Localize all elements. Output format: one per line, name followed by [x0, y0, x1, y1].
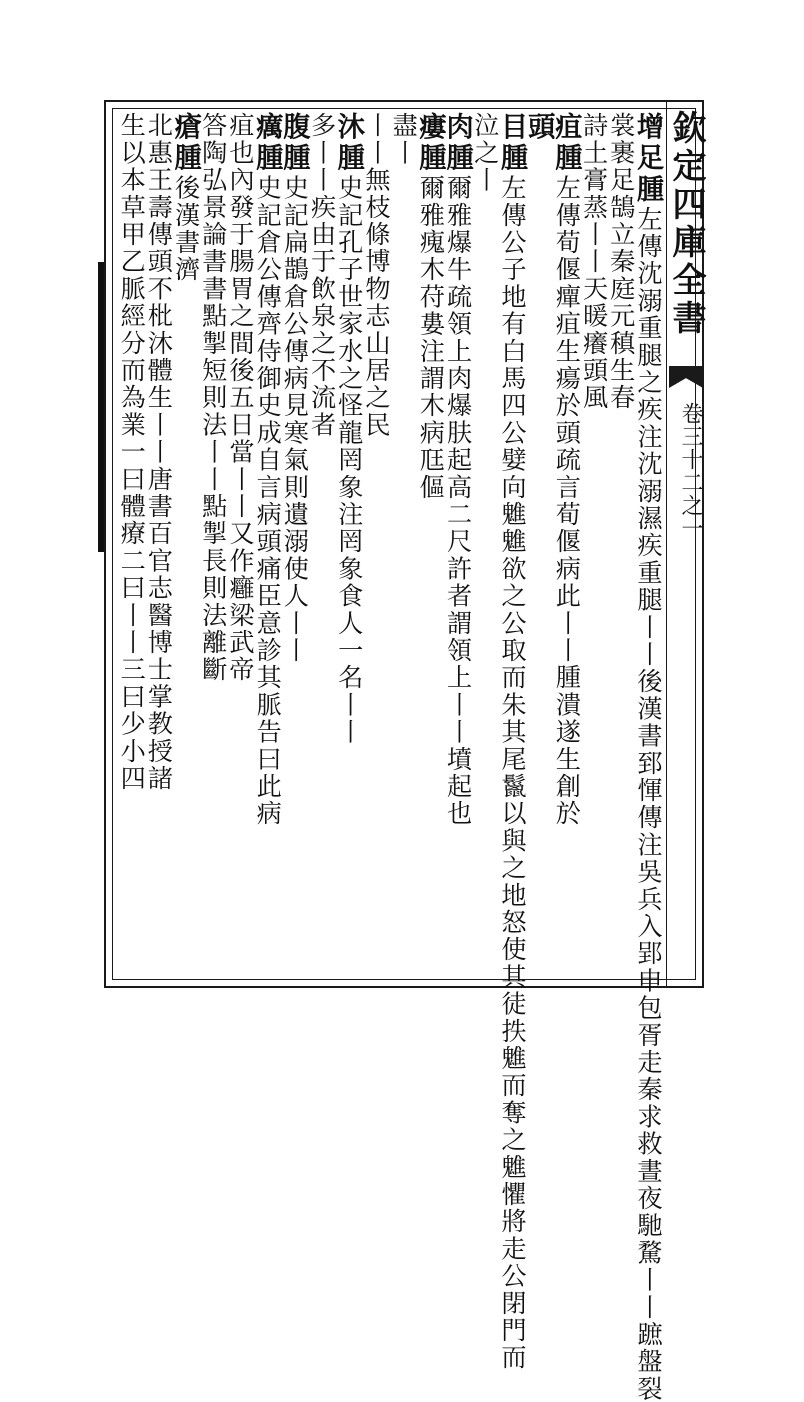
- entry-text: 詩土膏蒸丨丨天暖癢頭風: [579, 112, 609, 412]
- center-gutter: [666, 102, 705, 986]
- book-title: 欽定四庫全書: [666, 110, 706, 338]
- entry-text: 左傳荀偃癉疽生瘍於頭疏言荀偃病此丨丨腫潰遂生創於: [552, 174, 582, 828]
- entry-heading: 目腫: [495, 112, 528, 175]
- text-column: [472, 112, 499, 976]
- entry-text: 裳裹足鵠立秦庭元稹生春: [606, 112, 636, 412]
- text-column: [390, 112, 417, 976]
- entry-text: 左傳沈溺重腿之疾注沈溺濕疾重腿丨丨後漢書郅惲傳注吳兵入郢申包胥走秦求救晝夜馳騖丨丨蹠盤裂: [633, 205, 663, 1402]
- fishtail-mark: [669, 366, 703, 388]
- entry-text: 史記倉公傳齊侍御史成自言病頭痛臣意診其脈告曰此病: [253, 174, 283, 828]
- entry-heading: 頭: [523, 112, 556, 144]
- entry-heading: 增足腫: [631, 112, 664, 206]
- text-column: [608, 112, 635, 976]
- entry-text: 北惠王壽傳頭不枇沐體生丨丨唐書百官志醫博士掌教授諸: [144, 112, 174, 792]
- text-column: [118, 112, 145, 976]
- entry-text: 史記扁鵲倉公傳病見寒氣則遺溺使人丨丨: [280, 174, 310, 665]
- text-column: [332, 112, 365, 976]
- entry-heading: 瘡腫: [169, 112, 202, 175]
- entry-heading: 沐腫: [332, 112, 365, 175]
- text-column: [495, 112, 528, 1372]
- entry-text: 左傳公子地有白馬四公嬖向魋魋欲之公取而朱其尾鬣以與之地怒使其徒抶魋而奪之魋懼將走公閉門而: [497, 174, 527, 1372]
- entry-heading: 腹腫: [278, 112, 311, 175]
- text-column: [550, 112, 583, 976]
- text-column: [414, 112, 447, 976]
- entry-text: 多丨丨疾由于飲泉之不流者: [307, 112, 337, 439]
- text-column: [145, 112, 172, 976]
- text-column: [308, 112, 335, 976]
- entry-heading: 癘腫: [251, 112, 284, 175]
- entry-heading: 肉腫: [441, 112, 474, 175]
- entry-text: 爾雅爆牛疏領上肉爆肤起高二尺許者謂領上丨丨墳起也: [443, 174, 473, 828]
- entry-text: 史記孔子世家水之怪龍罔象注罔象食人一名丨丨: [334, 174, 364, 746]
- entry-heading: 疽腫: [550, 112, 583, 175]
- entry-text: 盡丨: [389, 112, 419, 167]
- entry-text: 生以本草甲乙脈經分而為業一曰體療二曰丨丨三曰少小四: [117, 112, 147, 792]
- volume-label: 卷三十二之一: [678, 402, 703, 540]
- entry-text: 後漢書濟: [171, 174, 201, 284]
- entry-text: 答陶弘景論書書點掣短則法丨丨點掣長則法離斷: [198, 112, 228, 684]
- text-column: [441, 112, 474, 976]
- text-column: [580, 112, 607, 976]
- text-column: [523, 112, 556, 976]
- entry-heading: 瘻腫: [414, 112, 447, 175]
- entry-text: 泣之丨: [470, 112, 500, 194]
- text-column: [251, 112, 284, 976]
- page-frame: [104, 100, 706, 1402]
- entry-text: 爾雅瘣木苻婁注謂木病尫傴: [416, 174, 446, 501]
- text-column: [169, 112, 202, 976]
- entry-text: 丨丨無枝條博物志山居之民: [361, 112, 391, 439]
- text-column: [200, 112, 227, 976]
- entry-text: 疽也內發于腸胃之間後五日當丨丨又作癰梁武帝: [225, 112, 255, 684]
- text-column: [278, 112, 311, 976]
- text-column: [363, 112, 390, 976]
- text-column: [631, 112, 664, 1402]
- text-column: [227, 112, 254, 976]
